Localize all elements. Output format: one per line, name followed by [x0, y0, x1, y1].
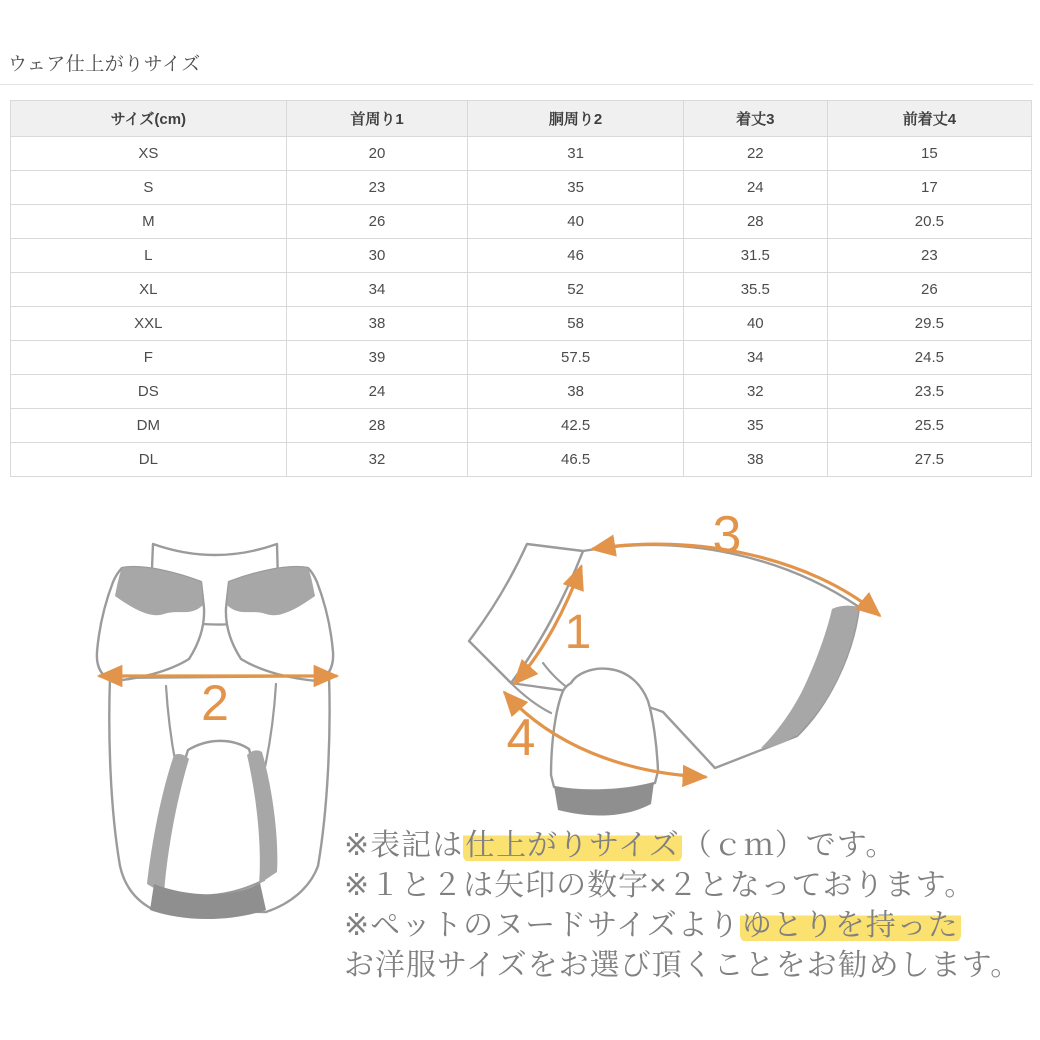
table-cell: 27.5 — [827, 443, 1031, 477]
table-cell: 58 — [468, 307, 683, 341]
measurement-label-3: 3 — [712, 506, 742, 564]
table-cell: 22 — [683, 137, 827, 171]
table-cell: 25.5 — [827, 409, 1031, 443]
table-cell: 38 — [683, 443, 827, 477]
table-cell: XS — [11, 137, 287, 171]
table-cell: 35.5 — [683, 273, 827, 307]
table-cell: 35 — [683, 409, 827, 443]
size-notes — [344, 826, 1040, 986]
table-cell: 28 — [683, 205, 827, 239]
size-table-body — [11, 137, 1032, 477]
size-table-header — [11, 101, 1032, 137]
table-cell: XL — [11, 273, 287, 307]
table-cell: S — [11, 171, 287, 205]
garment-front-view-diagram — [70, 518, 370, 938]
table-cell: 31.5 — [683, 239, 827, 273]
table-row — [11, 443, 1032, 477]
table-cell: 42.5 — [468, 409, 683, 443]
table-cell: 23.5 — [827, 375, 1031, 409]
note-text: （ｃｍ）です。 — [681, 829, 897, 862]
table-header-row — [11, 101, 1032, 137]
note-highlight: ゆとりを持った — [741, 909, 959, 942]
note-highlight: 仕上がりサイズ — [465, 829, 680, 862]
table-cell: 29.5 — [827, 307, 1031, 341]
table-row — [11, 375, 1032, 409]
size-table — [10, 100, 1032, 477]
table-row — [11, 307, 1032, 341]
table-row — [11, 409, 1032, 443]
col-header-front-length: 前着丈4 — [827, 101, 1031, 137]
table-cell: 26 — [827, 273, 1031, 307]
table-cell: DM — [11, 409, 287, 443]
table-cell: 23 — [286, 171, 468, 205]
col-header-neck: 首周り1 — [286, 101, 468, 137]
table-cell: 35 — [468, 171, 683, 205]
measurement-label-1: 1 — [564, 606, 592, 659]
table-cell: 26 — [286, 205, 468, 239]
table-cell: 57.5 — [468, 341, 683, 375]
col-header-length: 着丈3 — [683, 101, 827, 137]
col-header-chest: 胴周り2 — [468, 101, 683, 137]
table-cell: DS — [11, 375, 287, 409]
table-cell: 24 — [286, 375, 468, 409]
table-cell: 40 — [683, 307, 827, 341]
note-line-3 — [344, 906, 1040, 946]
page-title: ウェア仕上がりサイズ — [8, 54, 201, 75]
table-cell: 38 — [468, 375, 683, 409]
garment-side-view-diagram — [455, 505, 925, 835]
table-row — [11, 341, 1032, 375]
note-line-4: お洋服サイズをお選び頂くことをお勧めします。 — [344, 949, 1022, 982]
table-cell: 20.5 — [827, 205, 1031, 239]
table-cell: M — [11, 205, 287, 239]
table-cell: 24.5 — [827, 341, 1031, 375]
table-cell: 39 — [286, 341, 468, 375]
table-cell: 46 — [468, 239, 683, 273]
measurement-label-4: 4 — [506, 709, 536, 767]
table-cell: DL — [11, 443, 287, 477]
table-cell: 46.5 — [468, 443, 683, 477]
table-cell: 28 — [286, 409, 468, 443]
table-cell: 15 — [827, 137, 1031, 171]
table-row — [11, 137, 1032, 171]
table-cell: 30 — [286, 239, 468, 273]
note-text: ※表記は — [344, 829, 464, 862]
note-text: ※ペットのヌードサイズより — [344, 909, 740, 942]
table-cell: 34 — [683, 341, 827, 375]
table-cell: 40 — [468, 205, 683, 239]
note-line-2: ※１と２は矢印の数字×２となっております。 — [344, 869, 976, 902]
table-cell: 38 — [286, 307, 468, 341]
table-cell: 52 — [468, 273, 683, 307]
table-cell: 32 — [683, 375, 827, 409]
table-row — [11, 205, 1032, 239]
table-cell: XXL — [11, 307, 287, 341]
table-cell: 31 — [468, 137, 683, 171]
col-header-size: サイズ(cm) — [11, 101, 287, 137]
table-cell: 32 — [286, 443, 468, 477]
table-cell: 20 — [286, 137, 468, 171]
table-cell: 34 — [286, 273, 468, 307]
table-cell: 23 — [827, 239, 1031, 273]
title-divider — [0, 84, 1033, 85]
measurement-label-2: 2 — [201, 675, 229, 731]
table-row — [11, 171, 1032, 205]
table-cell: 17 — [827, 171, 1031, 205]
table-cell: F — [11, 341, 287, 375]
note-line-1 — [344, 826, 1040, 866]
table-row — [11, 239, 1032, 273]
table-cell: 24 — [683, 171, 827, 205]
table-cell: L — [11, 239, 287, 273]
table-row — [11, 273, 1032, 307]
